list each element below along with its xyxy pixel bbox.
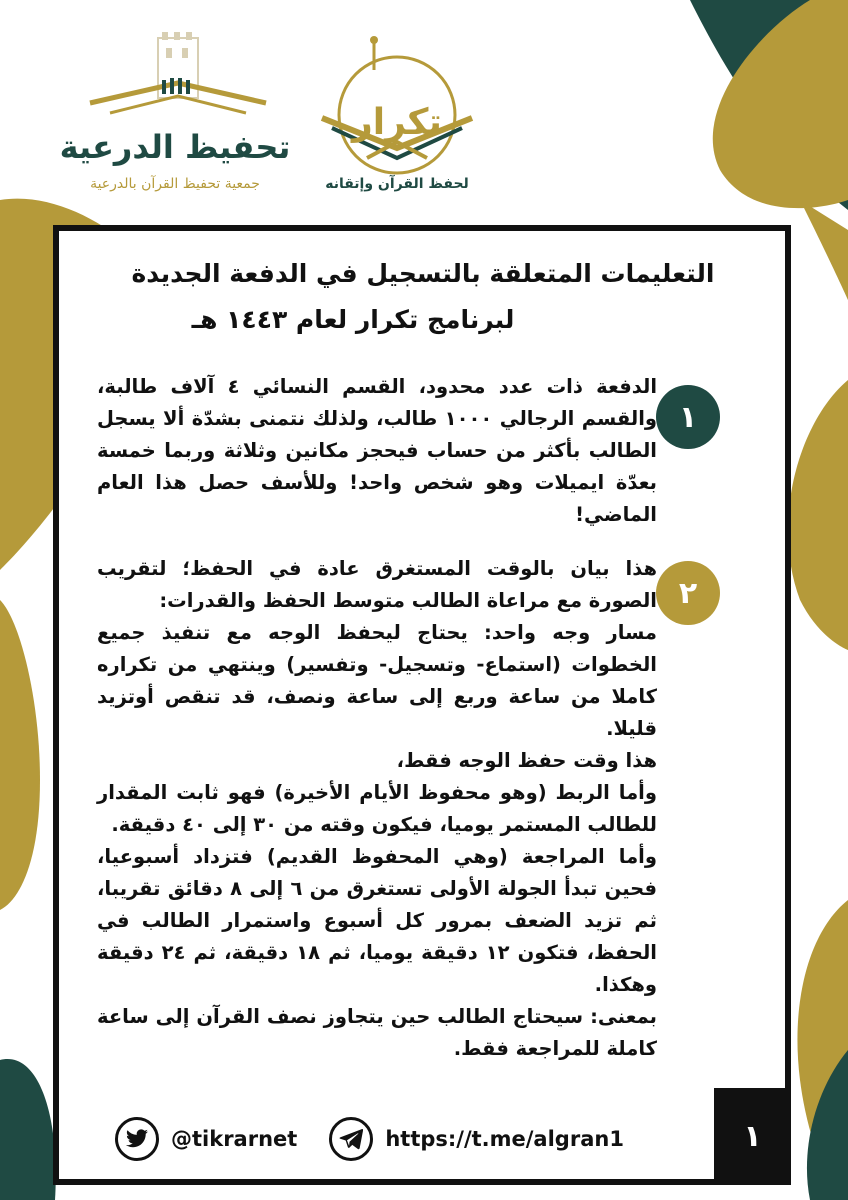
page-number: ١ — [714, 1088, 791, 1185]
instruction-item-1 — [97, 371, 657, 531]
item-paragraph: هذا بيان بالوقت المستغرق عادة في الحفظ؛ لتقريب الصورة مع مراعاة الطالب متوسط الحفظ والقدرات: — [97, 557, 657, 612]
item-paragraph: هذا وقت حفظ الوجه فقط، — [396, 749, 657, 772]
twitter-icon[interactable] — [115, 1117, 159, 1161]
item-paragraph: وأما المراجعة (وهي المحفوظ القديم) فتزداد أسبوعيا، فحين تبدأ الجولة الأولى تستغرق من ٦ إلى ٨ دقائق تقريبا، ثم تزيد الضعف بمرور كل أسبوع واستمرار الطالب في الحفظ، فتكون ١٢ دقيقة يوميا، ثم ١٨ دقيقة، ثم ٢٤ دقيقة وهكذا. — [97, 845, 658, 996]
item-number-badge: ٢ — [656, 561, 720, 625]
instruction-item-2 — [97, 553, 657, 1065]
diriyah-emblem-icon — [50, 28, 310, 138]
item-number-badge: ١ — [656, 385, 720, 449]
social-footer — [115, 1109, 675, 1169]
item-paragraph: مسار وجه واحد: يحتاج ليحفظ الوجه مع تنفيذ جميع الخطوات (استماع- وتسجيل- وتفسير) وينتهي من تكراره كاملا من ساعة وربع إلى ساعة ونصف، قد تنقص أوتزيد قليلا. — [97, 621, 657, 740]
title-line-2: لبرنامج تكرار لعام ١٤٤٣ هـ — [191, 305, 515, 334]
diriyah-tagline: جمعية تحفيظ القرآن بالدرعية — [90, 176, 260, 192]
diriyah-wordmark: تحفيظ الدرعية — [59, 128, 291, 166]
item-paragraph: وأما الربط (وهو محفوظ الأيام الأخيرة) فهو ثابت المقدار للطالب المستمر يوميا، فيكون وقته من ٣٠ إلى ٤٠ دقيقة. — [97, 781, 657, 836]
item-paragraph: بمعنى: سيحتاج الطالب حين يتجاوز نصف القرآن إلى ساعة كاملة للمراجعة فقط. — [97, 1005, 657, 1060]
diriyah-logo — [50, 28, 310, 203]
telegram-link[interactable]: https://t.me/algran1 — [385, 1127, 624, 1151]
tikrar-logo — [312, 30, 482, 200]
tikrar-tagline: لحفظ القرآن وإتقانه — [325, 176, 469, 192]
title-line-1: التعليمات المتعلقة بالتسجيل في الدفعة الجديدة — [131, 259, 715, 288]
page-title — [79, 251, 767, 343]
twitter-handle[interactable]: @tikrarnet — [171, 1127, 298, 1151]
item-paragraph: الدفعة ذات عدد محدود، القسم النسائي ٤ آلاف طالبة، والقسم الرجالي ١٠٠٠ طالب، ولذلك نتمنى بشدّة ألا يسجل الطالب بأكثر من حساب فيحجز مكانين وثلاثة وربما خمسة بعدّة ايميلات وهو شخص واحد! وللأسف حصل هذا العام الماضي! — [97, 375, 658, 526]
tikrar-wordmark: تكرار — [352, 102, 442, 143]
instructions-card — [53, 225, 791, 1185]
telegram-icon[interactable] — [329, 1117, 373, 1161]
